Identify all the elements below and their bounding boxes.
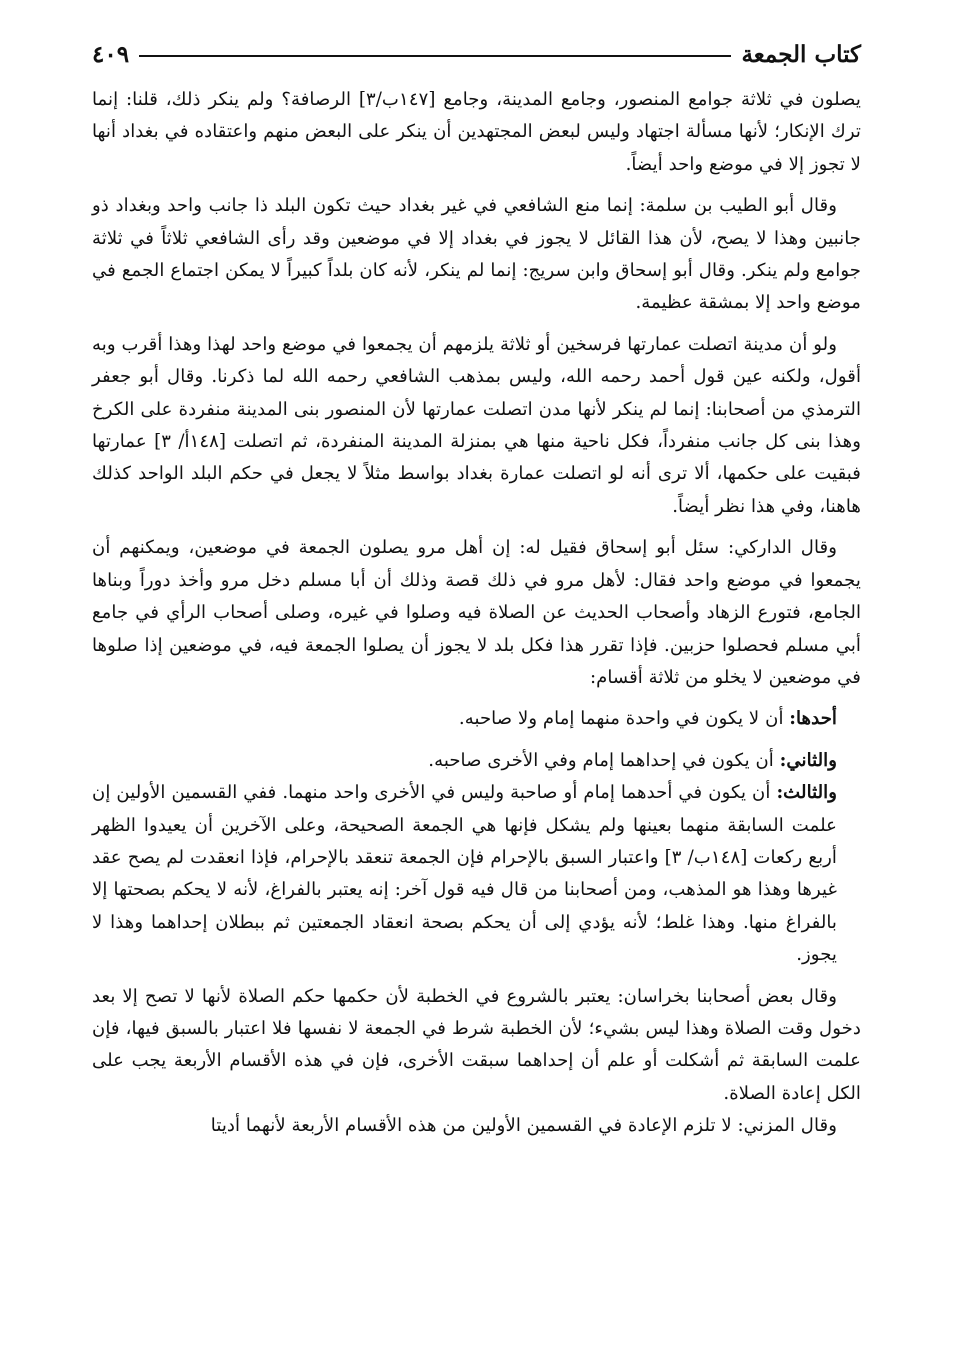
list-item [92,777,861,971]
paragraph: ولو أن مدينة اتصلت عمارتها فرسخين أو ثلاثة يلزمهم أن يجمعوا في موضع واحد لهذا وهذا أقرب وبه أقول، ولكنه عين قول أحمد رحمه الله، وليس بمذهب الشافعي رحمه الله لما ذكرنا. وقال أبو جعفر الترمذي من أصحابنا: إنما لم ينكر لأنها مدن اتصلت عمارتها لأن المنصور بنى المدينة منفردة على الكرخ وهذا بنى كل جانب منفرداً، فكل ناحية منها هي بمنزلة المدينة المنفردة، ثم اتصلت [١٤٨أ/ ٣] عمارتها فبقيت على حكمها، ألا ترى أنه لو اتصلت عمارة بغداد بواسط مثلاً لا يجعل في حكم البلد الواحد كذلك هاهنا، وفي هذا نظر أيضاً. [92,333,862,517]
item-text: أن يكون في إحداهما إمام وفي الأخرى صاحبه. [428,749,774,771]
item-text: أن يكون في أحدهما إمام أو صاحبة وليس في الأخرى واحد منهما. ففي القسمين الأولين إن علمت السابقة منهما بعينها ولم يشكل فإنها هي الجمعة الصحيحة، وعلى الآخرين أن يعيدوا الظهر أربع ركعات [١٤٨ب/ ٣] واعتبار السبق بالإحرام فإن الجمعة تنعقد بالإحرام، فإذا انعقدت لم يصح عقد غيرها وهذا هو المذهب، ومن أصحابنا من قال فيه قول آخر: إنه يعتبر بالفراغ، لأنه لا يحكم بصحتها إلا بالفراغ منها. وهذا غلط؛ لأنه يؤدي إلى أن يحكم بصحة انعقاد الجمعتين ثم ببطلان إحداهما وهذا لا يجوز. [92,782,837,966]
paragraph: وقال الداركي: سئل أبو إسحاق فقيل له: إن أهل مرو يصلون الجمعة في موضعين، ويمكنهم أن يجمعوا في موضع واحد فقال: لأهل مرو في ذلك قصة وذلك أن أبا مسلم دخل مرو وأخذ دوراً وبناها الجامع، فتورع الزهاد وأصحاب الحديث عن الصلاة فيه وصلوا في غيره، وصلى أصحاب الرأي في جامع أبي مسلم فحصلوا حزبين. فإذا تقرر هذا فكل بلد لا يجوز أن يصلوا الجمعة فيه، في موضعين إذا صلوها في موضعين لا يخلو من ثلاثة أقسام: [92,537,861,688]
paragraph: يصلون في ثلاثة جوامع المنصور، وجامع المدينة، وجامع [١٤٧ب/٣] الرصافة؟ ولم ينكر ذلك، قلنا: إنما ترك الإنكار؛ لأنها مسألة اجتهاد وليس لبعض المجتهدين أن ينكر على البعض منهم واعتقاده في بغداد أنها لا تجوز إلا في موضع واحد أيضاً. [92,89,861,175]
paragraph: وقال أبو الطيب بن سلمة: إنما منع الشافعي في غير بغداد حيث تكون البلد ذا جانب واحد وبغداد ذو جانبين وهذا لا يصح، لأن هذا القائل لا يجوز في بغداد إلا في موضعين وقد رأى الشافعي ثلاثاً في ثلاثة جوامع ولم ينكر. وقال أبو إسحاق وابن سريج: إنما لم ينكر، لأنه كان بلداً كبيراً لا يمكن اجتماع الجمع في موضع واحد إلا بمشقة عظيمة. [92,195,861,314]
header-rule [139,55,731,57]
page-number: ٤٠٩ [92,40,130,68]
item-label: والثالث: [776,782,837,804]
list-item [92,703,861,735]
chapter-title: كتاب الجمعة [741,40,861,68]
page-header [92,36,861,72]
list-item [92,745,861,777]
item-label: والثاني: [779,749,837,771]
item-label: أحدها: [789,708,837,730]
item-text: أن لا يكون في واحدة منهما إمام ولا صاحبه. [458,708,784,730]
paragraph: وقال المزني: لا تلزم الإعادة في القسمين الأولين من هذه الأقسام الأربعة لأنهما أديتا [210,1115,837,1137]
paragraph: وقال بعض أصحابنا بخراسان: يعتبر بالشروع في الخطبة لأن حكمها حكم الصلاة لأنها لا تصح إلا بعد دخول وقت الصلاة وهذا ليس بشيء؛ لأن الخطبة شرط في الجمعة لا نفسها فلا اعتبار بالسبق فيها، فإن علمت السابقة ثم أشكلت أو علم أن إحداهما سبقت الأخرى، فإن في هذه الأقسام الأربعة يجب على الكل إعادة الصلاة. [92,985,861,1104]
page-body [92,84,861,1143]
